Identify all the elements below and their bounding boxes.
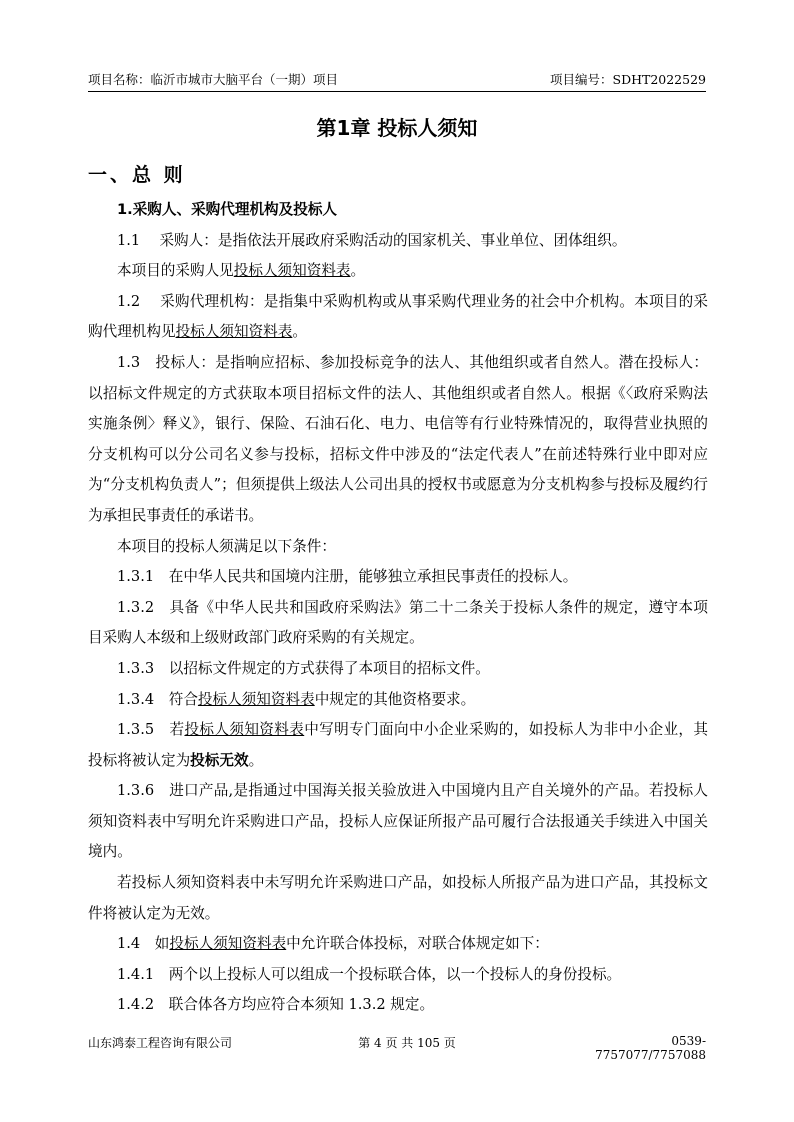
phone-number: 0539-7757077/7757088 bbox=[595, 1034, 706, 1062]
paragraph: 1.3.1 在中华人民共和国境内注册，能够独立承担民事责任的投标人。 bbox=[117, 568, 578, 586]
paragraph: 本项目的采购人见投标人须知资料表。 bbox=[117, 262, 366, 280]
link-data-table: 投标人须知资料表 bbox=[175, 323, 293, 341]
paragraph: 1.3.3 以招标文件规定的方式获得了本项目的招标文件。 bbox=[117, 659, 490, 677]
company-name: 山东鸿泰工程咨询有限公司 bbox=[88, 1036, 233, 1050]
paragraph: 1.3.2 具备《中华人民共和国政府采购法》第二十二条关于投标人条件的规定，遵守本项目采购人本级和上级财政部门政府采购的有关规定。 bbox=[88, 598, 708, 647]
paragraph: 1.3.6 进口产品,是指通过中国海关报关验放进入中国境内且产自关境外的产品。若投标人须知资料表中写明允许采购进口产品，投标人应保证所报产品可履行合法报通关手续进入中国关境内。 bbox=[88, 782, 708, 861]
page-footer bbox=[88, 1034, 706, 1062]
paragraph: 1.3.4 符合投标人须知资料表中规定的其他资格要求。 bbox=[117, 690, 476, 708]
paragraph: 1.3.5 若投标人须知资料表中写明专门面向中小企业采购的，如投标人为非中小企业，其投标将被认定为投标无效。 bbox=[88, 721, 708, 769]
paragraph: 1.4 如投标人须知资料表中允许联合体投标，对联合体规定如下： bbox=[117, 935, 549, 953]
document-body bbox=[88, 195, 708, 1021]
paragraph: 若投标人须知资料表中未写明允许采购进口产品，如投标人所报产品为进口产品，其投标文件将被认定为无效。 bbox=[88, 874, 708, 922]
paragraph: 1.1 采购人：是指依法开展政府采购活动的国家机关、事业单位、团体组织。 bbox=[117, 231, 627, 249]
paragraph: 1.4.2 联合体各方均应符合本须知 1.3.2 规定。 bbox=[117, 996, 435, 1014]
project-name: 项目名称：临沂市城市大脑平台（一期）项目 bbox=[88, 72, 339, 87]
link-data-table: 投标人须知资料表 bbox=[169, 935, 287, 953]
link-data-table: 投标人须知资料表 bbox=[233, 262, 351, 280]
paragraph: 本项目的投标人须满足以下条件： bbox=[117, 537, 336, 555]
paragraph: 1.4.1 两个以上投标人可以组成一个投标联合体，以一个投标人的身份投标。 bbox=[117, 965, 622, 983]
link-data-table: 投标人须知资料表 bbox=[184, 721, 305, 739]
page-header bbox=[88, 66, 706, 92]
subheading: 1.采购人、采购代理机构及投标人 bbox=[117, 201, 338, 218]
paragraph: 1.2 采购代理机构：是指集中采购机构或从事采购代理业务的社会中介机构。本项目的采购代理机构见投标人须知资料表。 bbox=[88, 292, 708, 341]
bold-text: 投标无效 bbox=[190, 751, 249, 769]
chapter-title: 第1章 投标人须知 bbox=[316, 116, 478, 140]
link-data-table: 投标人须知资料表 bbox=[197, 690, 315, 708]
project-number: 项目编号：SDHT2022529 bbox=[550, 72, 706, 87]
section-title: 一、总 则 bbox=[88, 164, 186, 186]
paragraph: 1.3 投标人：是指响应招标、参加投标竞争的法人、其他组织或者自然人。潜在投标人：以招标文件规定的方式获取本项目招标文件的法人、其他组织或者自然人。根据《〈政府采购法实施条例〉释义》，银行、保险、石油石化、电力、电信等有行业特殊情况的，取得营业执照的分支机构可以分公司名义参与投标，招标文件中涉及的“法定代表人”在前述特殊行业中即对应为“分支机构负责人”；但须提供上级法人公司出具的授权书或愿意为分支机构参与投标及履约行为承担民事责任的承诺书。 bbox=[88, 353, 708, 524]
page-number: 第 4 页 共 105 页 bbox=[358, 1036, 456, 1050]
